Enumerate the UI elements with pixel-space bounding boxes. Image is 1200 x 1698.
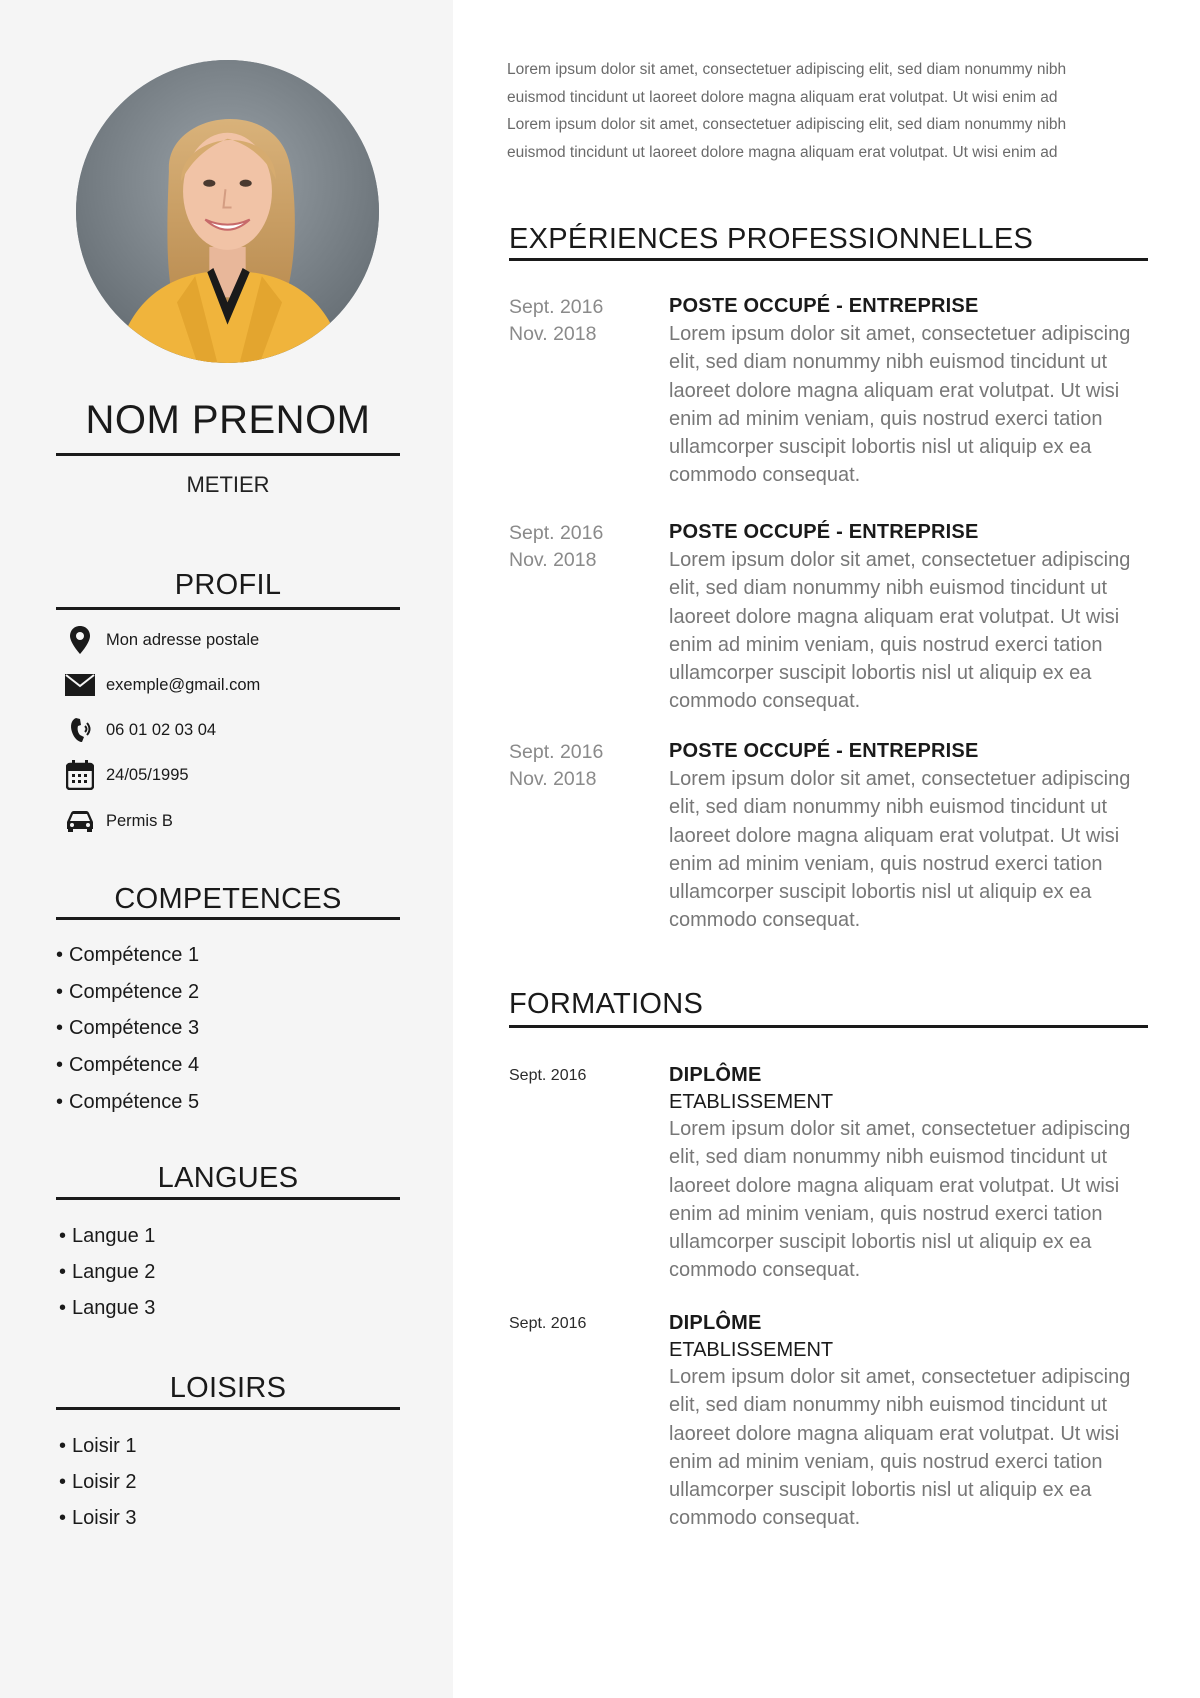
list-item: • Compétence 5 <box>56 1091 199 1114</box>
langues-divider <box>56 1197 400 1200</box>
desc-line: elit, sed diam nonummy nibh euismod tincidunt ut <box>669 1146 1108 1169</box>
contact-email: exemple@gmail.com <box>64 669 260 701</box>
desc-line: ullamcorper suscipit lobortis nisl ut aliquip ex ea <box>669 662 1092 685</box>
contact-address: Mon adresse postale <box>64 624 259 656</box>
profil-divider <box>56 607 400 610</box>
desc-line: Lorem ipsum dolor sit amet, consectetuer adipiscing <box>669 1366 1131 1388</box>
position-title: POSTE OCCUPÉ - ENTREPRISE <box>669 295 979 317</box>
phone-icon <box>64 714 96 746</box>
experience-divider <box>509 258 1148 261</box>
desc-line: ullamcorper suscipit lobortis nisl ut aliquip ex ea <box>669 881 1092 904</box>
formations-heading: FORMATIONS <box>509 988 704 1020</box>
desc-line: laoreet dolore magna aliquam erat volutpat. Ut wisi <box>669 1422 1120 1445</box>
formation-date: Sept. 2016 <box>509 1315 587 1332</box>
desc-line: commodo consequat. <box>669 690 861 713</box>
diploma-title: DIPLÔME <box>669 1312 762 1334</box>
list-item: • Compétence 2 <box>56 981 199 1004</box>
desc-line: ullamcorper suscipit lobortis nisl ut aliquip ex ea <box>669 1231 1092 1254</box>
desc-line: elit, sed diam nonummy nibh euismod tincidunt ut <box>669 577 1108 600</box>
competences-divider <box>56 917 400 920</box>
date-start: Sept. 2016 <box>509 296 604 318</box>
contact-phone: 06 01 02 03 04 <box>64 714 216 746</box>
desc-line: laoreet dolore magna aliquam erat volutpat. Ut wisi <box>669 379 1120 402</box>
list-item: • Langue 1 <box>59 1225 155 1248</box>
desc-line: Lorem ipsum dolor sit amet, consectetuer adipiscing <box>669 1118 1131 1140</box>
job-title: METIER <box>186 472 270 497</box>
position-description <box>669 546 1149 716</box>
intro-line: euismod tincidunt ut laoreet dolore magna aliquam erat volutpat. Ut wisi enim ad <box>507 143 1058 161</box>
contact-birthdate: 24/05/1995 <box>64 759 189 791</box>
competences-heading: COMPETENCES <box>114 883 342 915</box>
list-item: • Langue 2 <box>59 1261 155 1284</box>
list-item: • Compétence 3 <box>56 1017 199 1040</box>
date-start: Sept. 2016 <box>509 741 604 763</box>
formation-description <box>669 1115 1149 1285</box>
profil-heading: PROFIL <box>174 569 282 601</box>
loisirs-heading: LOISIRS <box>169 1372 287 1404</box>
desc-line: commodo consequat. <box>669 1507 861 1530</box>
list-item: • Loisir 1 <box>59 1435 137 1458</box>
name-divider <box>56 453 400 456</box>
list-item: • Compétence 4 <box>56 1054 199 1077</box>
intro-paragraph <box>507 56 1127 166</box>
diploma-title: DIPLÔME <box>669 1064 762 1086</box>
intro-line: Lorem ipsum dolor sit amet, consectetuer adipiscing elit, sed diam nonummy nibh <box>507 61 1067 78</box>
loisirs-divider <box>56 1407 400 1410</box>
position-description <box>669 765 1149 935</box>
desc-line: enim ad minim veniam, quis nostrud exerci tation <box>669 633 1103 656</box>
position-title: POSTE OCCUPÉ - ENTREPRISE <box>669 521 979 543</box>
desc-line: enim ad minim veniam, quis nostrud exerci tation <box>669 852 1103 875</box>
desc-line: enim ad minim veniam, quis nostrud exerci tation <box>669 1202 1103 1225</box>
desc-line: ullamcorper suscipit lobortis nisl ut aliquip ex ea <box>669 436 1092 459</box>
formation-date: Sept. 2016 <box>509 1067 587 1084</box>
desc-line: enim ad minim veniam, quis nostrud exerci tation <box>669 1450 1103 1473</box>
intro-line: Lorem ipsum dolor sit amet, consectetuer adipiscing elit, sed diam nonummy nibh <box>507 116 1067 133</box>
car-icon <box>64 805 96 837</box>
calendar-icon <box>64 759 96 791</box>
date-start: Sept. 2016 <box>509 522 604 544</box>
list-item: • Langue 3 <box>59 1297 155 1320</box>
date-end: Nov. 2018 <box>509 768 597 790</box>
school-name: ETABLISSEMENT <box>669 1091 834 1113</box>
candidate-name: NOM PRENOM <box>85 398 371 442</box>
desc-line: laoreet dolore magna aliquam erat volutpat. Ut wisi <box>669 1174 1120 1197</box>
location-pin-icon <box>64 624 96 656</box>
date-end: Nov. 2018 <box>509 323 597 345</box>
school-name: ETABLISSEMENT <box>669 1339 834 1361</box>
list-item: • Loisir 3 <box>59 1507 137 1530</box>
position-title: POSTE OCCUPÉ - ENTREPRISE <box>669 740 979 762</box>
envelope-icon <box>64 669 96 701</box>
desc-line: commodo consequat. <box>669 1259 861 1282</box>
desc-line: ullamcorper suscipit lobortis nisl ut aliquip ex ea <box>669 1479 1092 1502</box>
formation-description <box>669 1363 1149 1533</box>
list-item: • Loisir 2 <box>59 1471 137 1494</box>
desc-line: Lorem ipsum dolor sit amet, consectetuer adipiscing <box>669 549 1131 571</box>
desc-line: laoreet dolore magna aliquam erat volutpat. Ut wisi <box>669 605 1120 628</box>
desc-line: elit, sed diam nonummy nibh euismod tincidunt ut <box>669 351 1108 374</box>
desc-line: elit, sed diam nonummy nibh euismod tincidunt ut <box>669 1394 1108 1417</box>
desc-line: laoreet dolore magna aliquam erat volutpat. Ut wisi <box>669 824 1120 847</box>
langues-heading: LANGUES <box>157 1162 299 1194</box>
list-item: • Compétence 1 <box>56 944 199 967</box>
desc-line: elit, sed diam nonummy nibh euismod tincidunt ut <box>669 796 1108 819</box>
desc-line: commodo consequat. <box>669 909 861 932</box>
desc-line: enim ad minim veniam, quis nostrud exerci tation <box>669 407 1103 430</box>
contact-license: Permis B <box>64 805 173 837</box>
experience-heading: EXPÉRIENCES PROFESSIONNELLES <box>509 223 1034 255</box>
desc-line: commodo consequat. <box>669 464 861 487</box>
formations-divider <box>509 1025 1148 1028</box>
desc-line: Lorem ipsum dolor sit amet, consectetuer adipiscing <box>669 768 1131 790</box>
sidebar <box>0 0 453 1698</box>
date-end: Nov. 2018 <box>509 549 597 571</box>
intro-line: euismod tincidunt ut laoreet dolore magna aliquam erat volutpat. Ut wisi enim ad <box>507 88 1058 106</box>
portrait-image <box>76 60 379 363</box>
profile-photo <box>76 60 379 363</box>
position-description <box>669 320 1149 490</box>
desc-line: Lorem ipsum dolor sit amet, consectetuer adipiscing <box>669 323 1131 345</box>
